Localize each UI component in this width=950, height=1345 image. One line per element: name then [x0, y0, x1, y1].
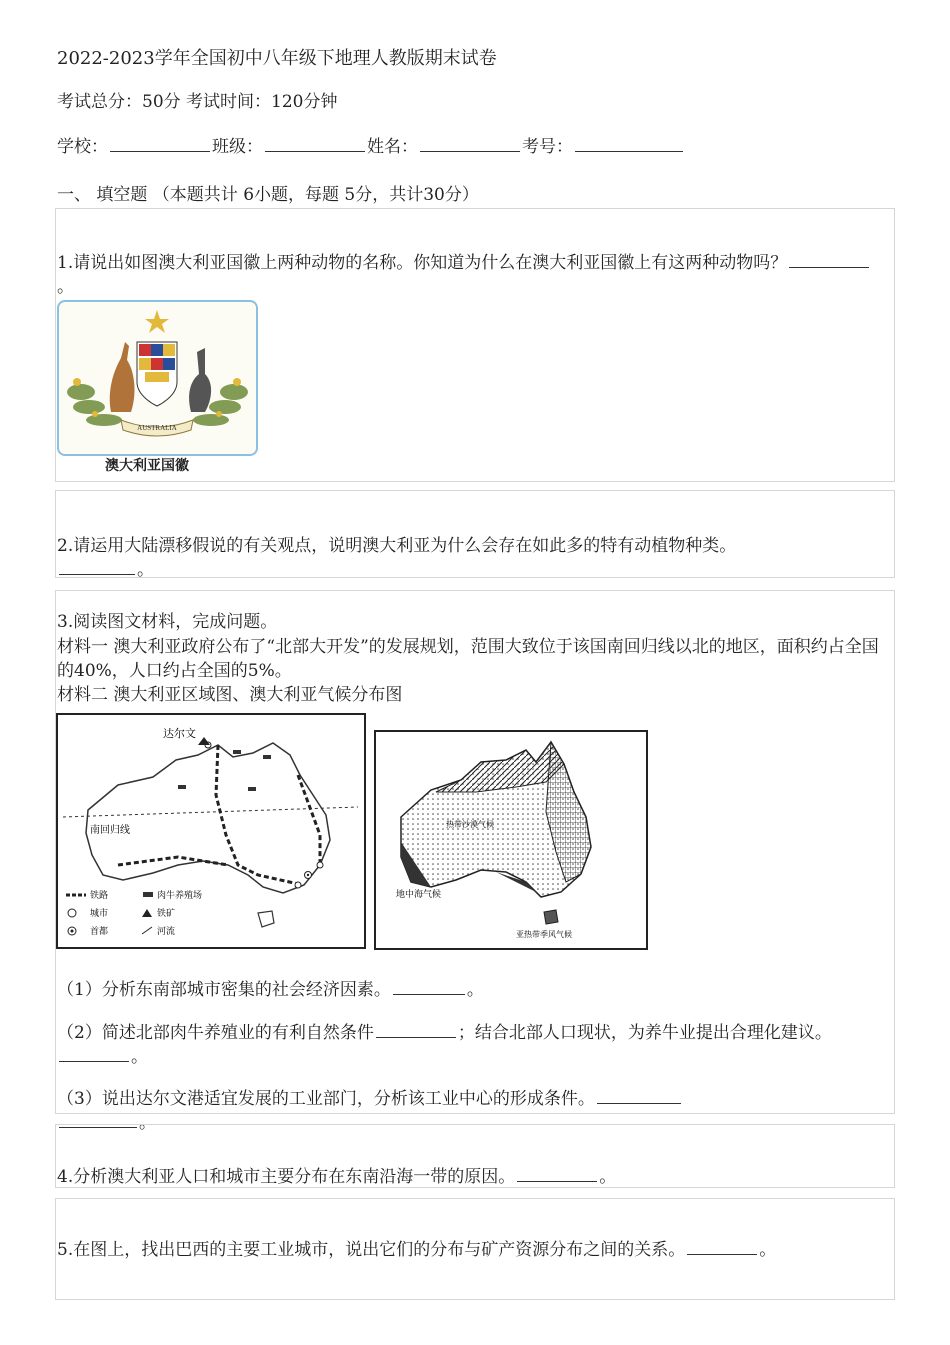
answer-blank[interactable]	[517, 1180, 597, 1182]
answer-blank[interactable]	[789, 266, 869, 268]
name-label: 姓名：	[367, 137, 418, 157]
mediterranean-label: 地中海气候	[396, 890, 442, 900]
subtropical-label: 亚热带季风气候	[516, 930, 572, 939]
question-3-sub-2: （2）简述北部肉牛养殖业的有利自然条件 ；结合北部人口现状，为养牛业提出合理化建议。。	[57, 1023, 832, 1067]
student-info-row	[57, 132, 685, 157]
page-title: 2022-2023学年全国初中八年级下地理人教版期末试卷	[57, 48, 497, 69]
answer-blank[interactable]	[59, 1060, 129, 1062]
answer-blank[interactable]	[597, 1102, 681, 1104]
desert-label: 热带沙漠气候	[446, 820, 494, 829]
answer-blank[interactable]	[393, 993, 465, 995]
question-2-text: 2.请运用大陆漂移假说的有关观点，说明澳大利亚为什么会存在如此多的特有动植物种类。 。	[57, 536, 737, 580]
material-2: 材料二 澳大利亚区域图、澳大利亚气候分布图	[57, 685, 403, 705]
motto-text: AUSTRALIA	[137, 424, 177, 432]
answer-blank[interactable]	[59, 573, 135, 575]
name-field[interactable]	[420, 150, 520, 152]
exam-info: 考试总分：50分 考试时间：120分钟	[57, 92, 338, 112]
question-3-intro: 3.阅读图文材料，完成问题。	[57, 612, 278, 632]
legend-city: 城市	[90, 909, 109, 919]
darwin-label: 达尔文	[163, 727, 196, 740]
answer-blank[interactable]	[687, 1253, 757, 1255]
image-caption: 澳大利亚国徽	[105, 458, 189, 474]
school-field[interactable]	[110, 150, 210, 152]
question-3-sub-3: （3）说出达尔文港适宜发展的工业部门，分析该工业中心的形成条件。 。	[57, 1087, 887, 1135]
question-5-text: 5.在图上，找出巴西的主要工业城市，说出它们的分布与矿产资源分布之间的关系。 。	[57, 1240, 777, 1260]
tropic-label: 南回归线	[90, 825, 130, 836]
question-4-text: 4.分析澳大利亚人口和城市主要分布在东南沿海一带的原因。 。	[57, 1167, 617, 1187]
australia-region-map	[56, 713, 366, 949]
legend-river: 河流	[157, 927, 176, 937]
legend-cattle: 肉牛养殖场	[157, 891, 203, 901]
section-heading: 一、 填空题 （本题共计 6小题，每题 5分，共计30分）	[57, 185, 479, 205]
question-3-sub-1: （1）分析东南部城市密集的社会经济因素。 。	[57, 980, 484, 1000]
legend-capital: 首都	[90, 927, 109, 937]
class-field[interactable]	[265, 150, 365, 152]
id-label: 考号：	[522, 137, 573, 157]
legend-railway: 铁路	[90, 891, 109, 901]
legend-iron: 铁矿	[157, 909, 176, 919]
australia-climate-map	[374, 730, 648, 950]
australia-coat-of-arms-image	[57, 300, 258, 456]
coat-of-arms-icon	[59, 302, 256, 454]
question-1-text: 1.请说出如图澳大利亚国徽上两种动物的名称。你知道为什么在澳大利亚国徽上有这两种动物吗？。	[57, 251, 887, 299]
climate-map-icon	[376, 732, 646, 948]
school-label: 学校：	[57, 137, 108, 157]
answer-blank[interactable]	[376, 1036, 456, 1038]
australia-map-icon	[58, 715, 364, 947]
material-1: 材料一 澳大利亚政府公布了“北部大开发”的发展规划，范围大致位于该国南回归线以北的地区，面积约占全国的40%，人口约占全国的5%。	[57, 637, 879, 681]
class-label: 班级：	[212, 137, 263, 157]
id-field[interactable]	[575, 150, 683, 152]
